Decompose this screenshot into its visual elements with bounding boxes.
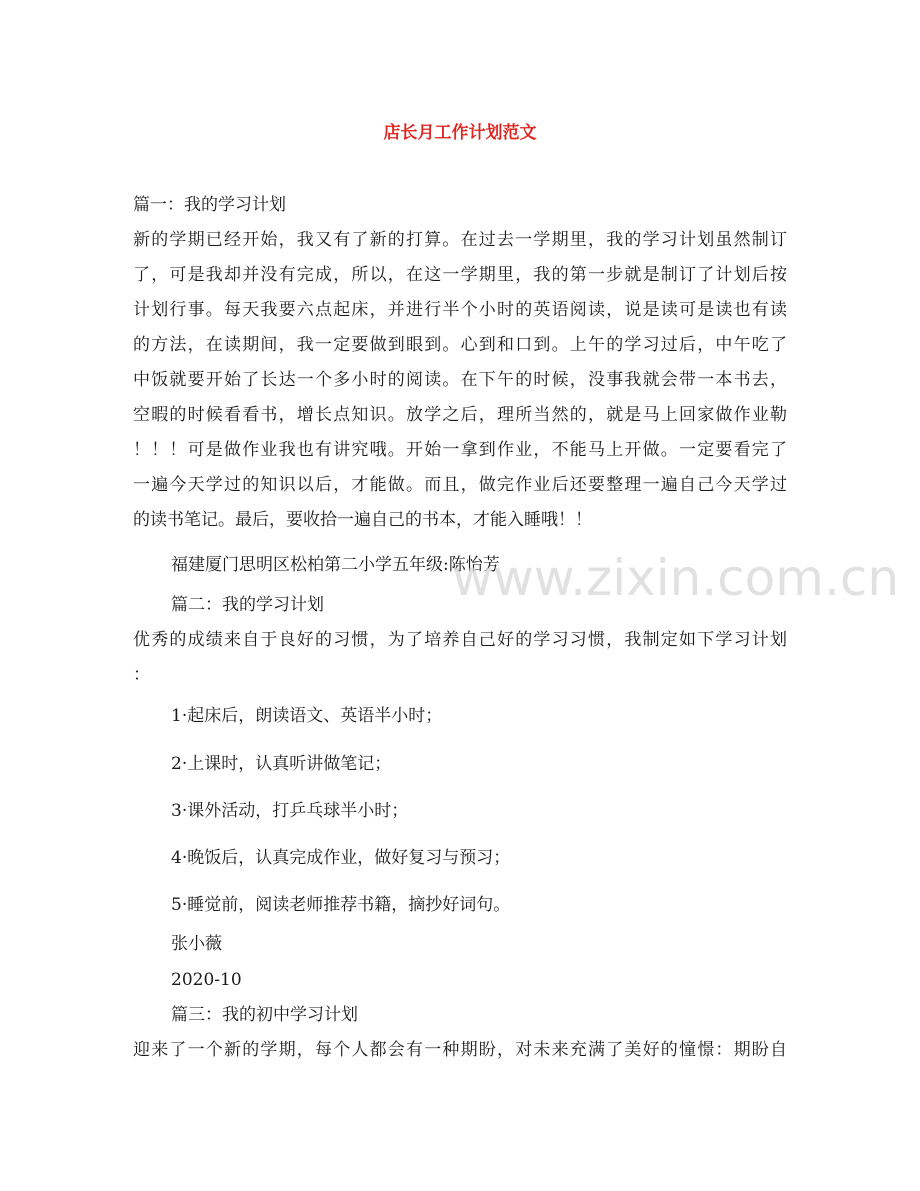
section1-line: 中饭就要开始了长达一个多小时的阅读。在下午的时候，没事我就会带一本书去，: [133, 370, 787, 390]
plan-list-item: 3·课外活动，打乒乓球半小时；: [171, 801, 409, 821]
section1-line: 的方法，在读期间，我一定要做到眼到。心到和口到。上午的学习过后，中午吃了: [133, 335, 787, 355]
section1-line: 空暇的时候看看书，增长点知识。放学之后，理所当然的，就是马上回家做作业勒: [133, 405, 787, 425]
plan-list-item: 4·晚饭后，认真完成作业，做好复习与预习；: [171, 848, 511, 868]
plan-list-item: 1·起床后，朗读语文、英语半小时；: [171, 706, 443, 726]
section3-heading: 篇三：我的初中学习计划: [171, 1005, 358, 1025]
section1-line: 一遍今天学过的知识以后，才能做。而且，做完作业后还要整理一遍自己今天学过: [133, 475, 787, 495]
section2-intro-line: ：: [133, 665, 150, 685]
section2-heading: 篇二：我的学习计划: [171, 595, 324, 615]
section1-line: 计划行事。每天我要六点起床，并进行半个小时的英语阅读，说是读可是读也有读: [133, 300, 787, 320]
section1-signature: 福建厦门思明区松柏第二小学五年级:陈怡芳: [171, 555, 500, 575]
section1-line: 的读书笔记。最后，要收拾一遍自己的书本，才能入睡哦！！: [133, 510, 592, 530]
section1-line: ！！！可是做作业我也有讲究哦。开始一拿到作业，不能马上开做。一定要看完了: [133, 440, 787, 460]
section1-line: 新的学期已经开始，我又有了新的打算。在过去一学期里，我的学习计划虽然制订: [133, 230, 787, 250]
plan-list-item: 5·睡觉前，阅读老师推荐书籍，摘抄好词句。: [171, 895, 511, 915]
document-title: 店长月工作计划范文: [383, 123, 537, 143]
watermark: www.zixin.com.cn: [452, 549, 900, 607]
section1-line: 了，可是我却并没有完成，所以，在这一学期里，我的第一步就是制订了计划后按: [133, 265, 787, 285]
section2-author: 张小薇: [171, 934, 222, 954]
section2-date: 2020-10: [171, 970, 242, 990]
section1-heading: 篇一：我的学习计划: [133, 195, 286, 215]
section2-intro-line: 优秀的成绩来自于良好的习惯，为了培养自己好的学习习惯，我制定如下学习计划: [133, 630, 787, 650]
plan-list-item: 2·上课时，认真听讲做笔记；: [171, 754, 392, 774]
section3-line: 迎来了一个新的学期，每个人都会有一种期盼，对未来充满了美好的憧憬：期盼自: [133, 1040, 787, 1060]
